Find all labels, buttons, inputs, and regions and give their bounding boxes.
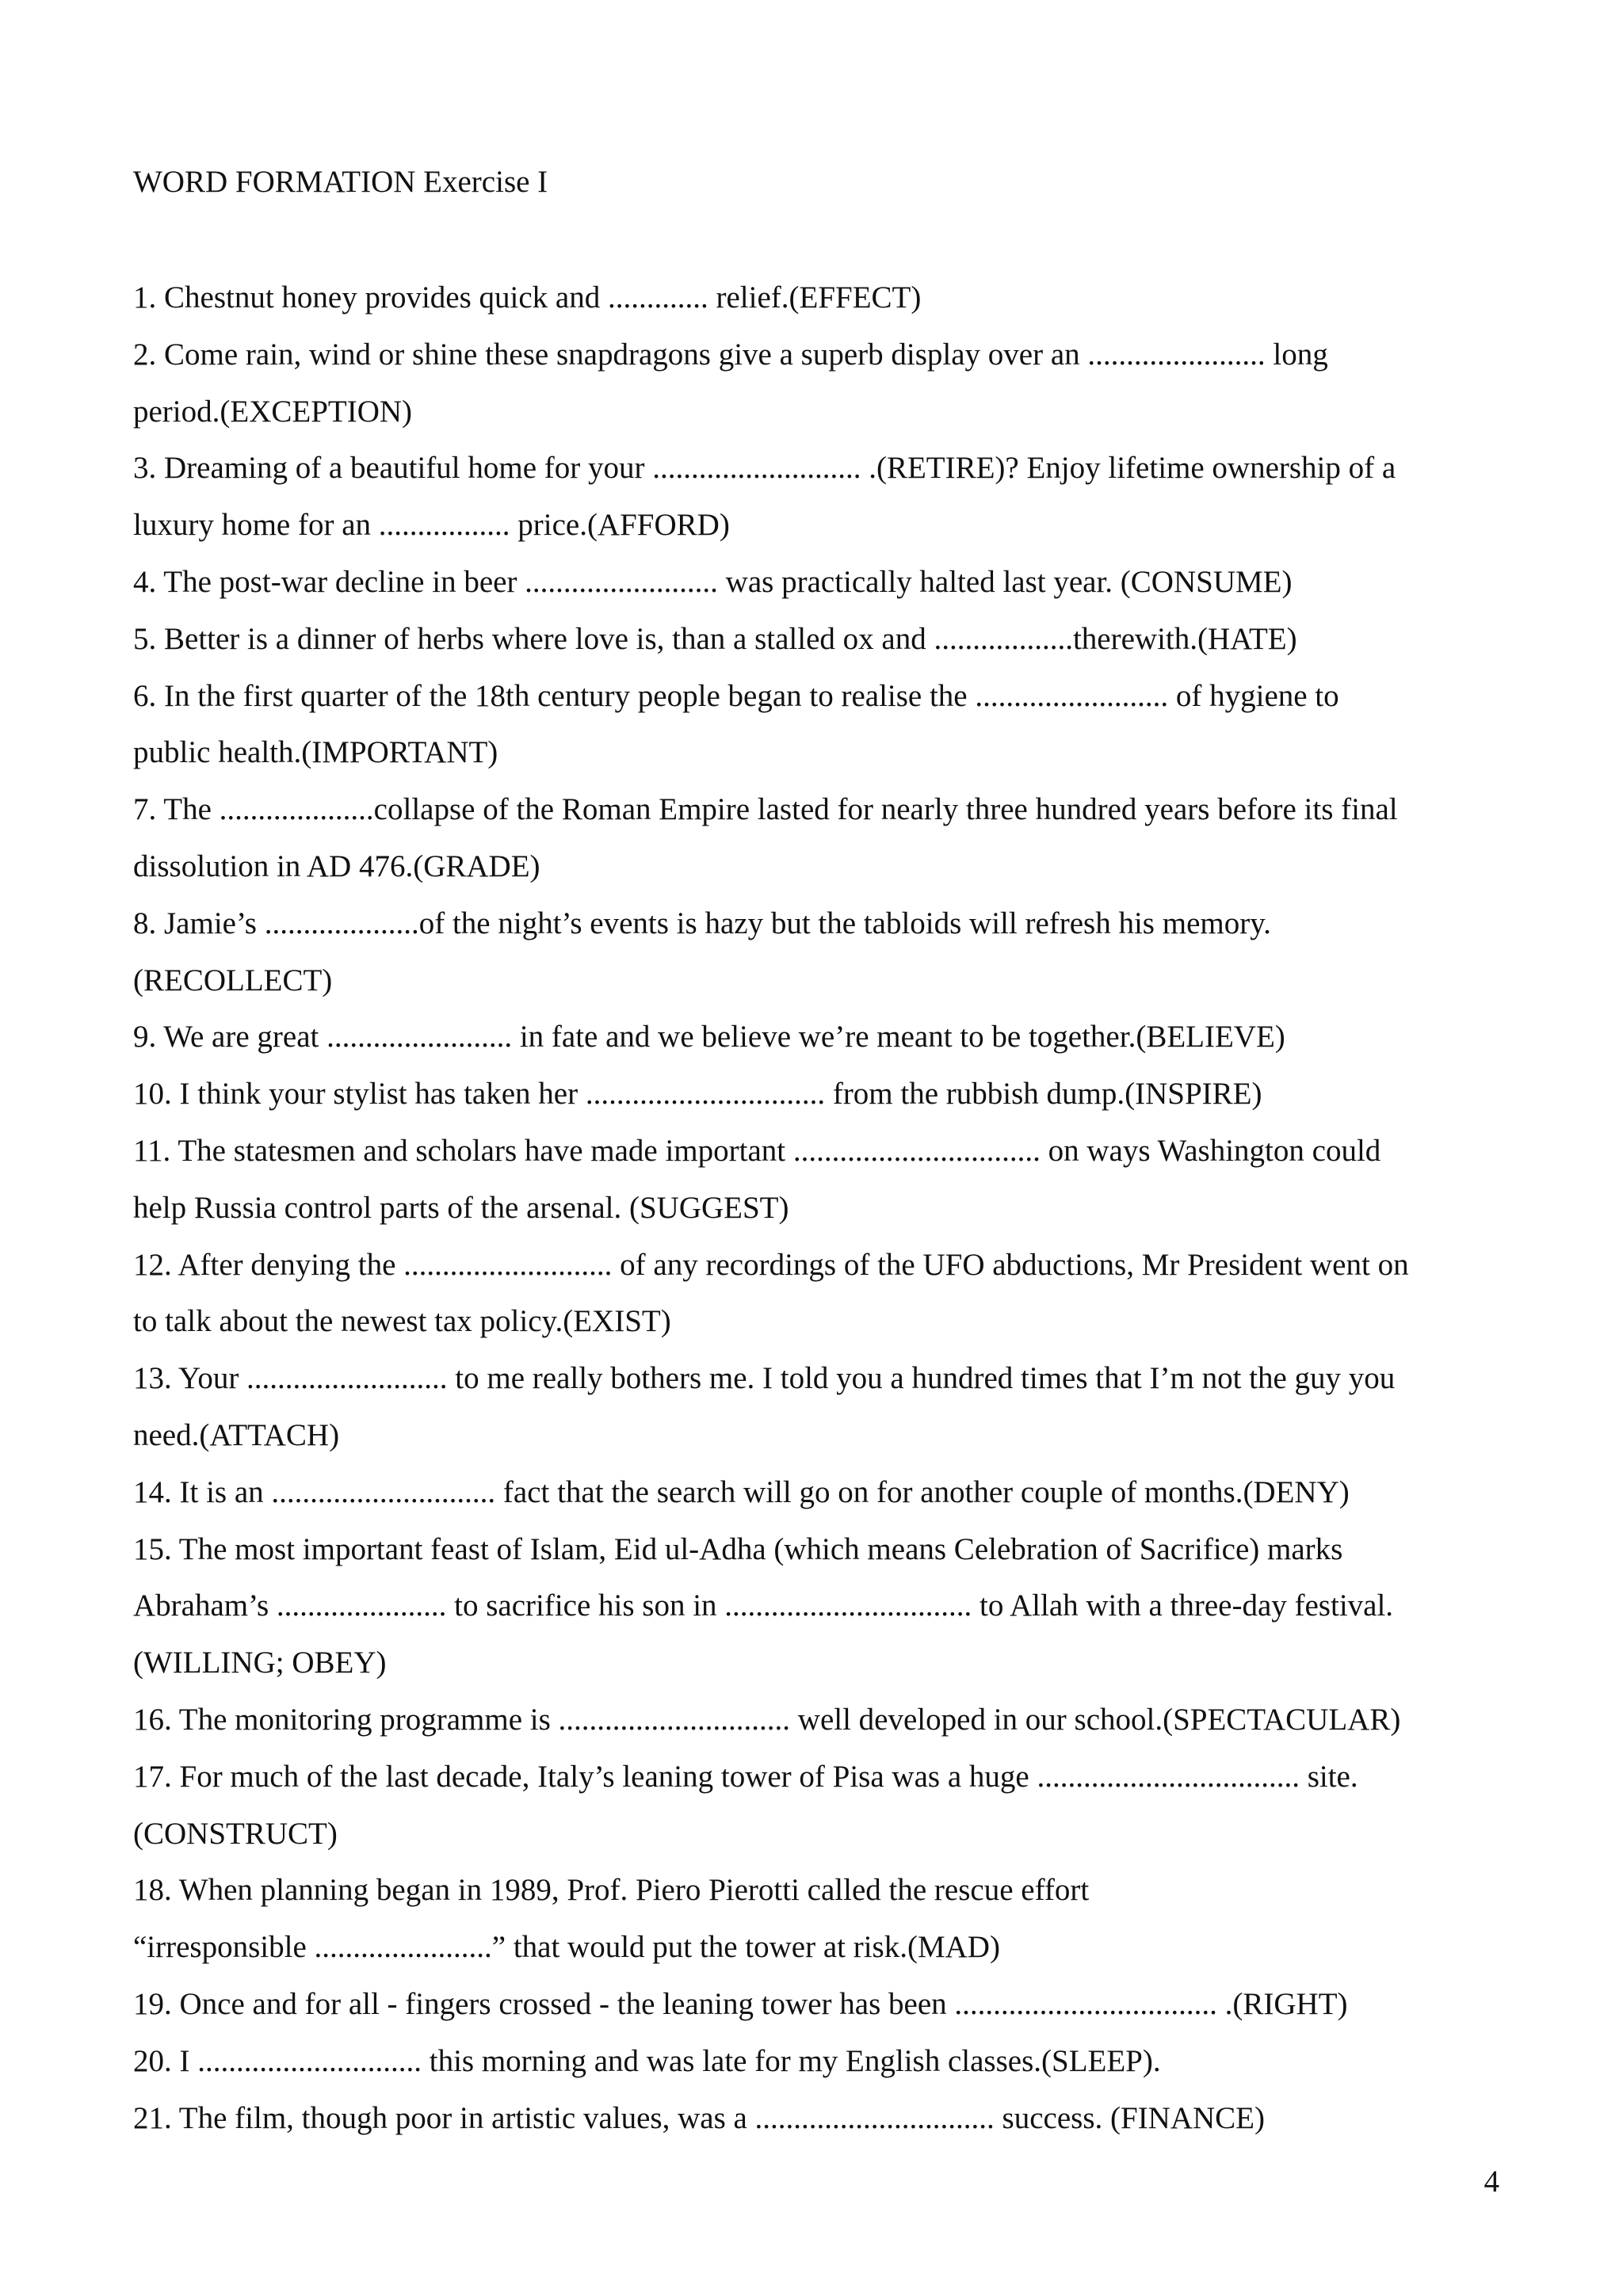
text-line: 17. For much of the last decade, Italy’s leaning tower of Pisa was a huge .................................. site. [133, 1759, 1358, 1794]
exercise-body [133, 269, 1496, 2146]
text-line: 11. The statesmen and scholars have made important ................................ on ways Washington could [133, 1133, 1381, 1168]
text-line: 9. We are great ........................ in fate and we believe we’re meant to be together.(BELIEVE) [133, 1020, 1285, 1055]
text-line: 10. I think your stylist has taken her ............................... from the rubbish dump.(INSPIRE) [133, 1077, 1262, 1112]
text-line: period.(EXCEPTION) [133, 394, 413, 429]
text-line: 18. When planning began in 1989, Prof. Piero Pierotti called the rescue effort [133, 1873, 1090, 1908]
page-number: 4 [1484, 2164, 1499, 2199]
text-line: 21. The film, though poor in artistic values, was a ............................... success. (FINANCE) [133, 2100, 1265, 2135]
text-line: 5. Better is a dinner of herbs where love is, than a stalled ox and ..................therewith.(HATE) [133, 621, 1297, 656]
text-line: 12. After denying the ........................... of any recordings of the UFO abductions, Mr President went on [133, 1247, 1409, 1282]
text-line: to talk about the newest tax policy.(EXIST) [133, 1304, 671, 1339]
text-line: 1. Chestnut honey provides quick and ............. relief.(EFFECT) [133, 280, 922, 315]
text-line: 19. Once and for all - fingers crossed - the leaning tower has been .................................. .(RIGHT) [133, 1986, 1348, 2021]
text-line: luxury home for an ................. price.(AFFORD) [133, 508, 730, 543]
text-line: 13. Your .......................... to me really bothers me. I told you a hundred times that I’m not the guy you [133, 1361, 1396, 1396]
text-line: 8. Jamie’s ....................of the night’s events is hazy but the tabloids will refresh his memory. [133, 906, 1271, 940]
text-line: need.(ATTACH) [133, 1417, 340, 1452]
text-line: (RECOLLECT) [133, 963, 333, 997]
text-line: 6. In the first quarter of the 18th century people began to realise the ......................... of hygiene to [133, 678, 1339, 713]
text-line: 20. I ............................. this morning and was late for my English classes.(SLEEP). [133, 2043, 1161, 2078]
text-line: “irresponsible .......................” that would put the tower at risk.(MAD) [133, 1930, 1000, 1965]
exercise-title: WORD FORMATION Exercise I [133, 165, 548, 199]
text-line: help Russia control parts of the arsenal. (SUGGEST) [133, 1190, 789, 1225]
text-line: 7. The ....................collapse of the Roman Empire lasted for nearly three hundred years before its final [133, 792, 1398, 827]
text-line: (WILLING; OBEY) [133, 1646, 387, 1680]
text-line: 16. The monitoring programme is .............................. well developed in our school.(SPECTACULAR) [133, 1702, 1401, 1737]
text-line: (CONSTRUCT) [133, 1816, 338, 1851]
text-line: 4. The post-war decline in beer ......................... was practically halted last year. (CONSUME) [133, 564, 1293, 599]
text-line: 15. The most important feast of Islam, Eid ul-Adha (which means Celebration of Sacrifice) marks [133, 1531, 1343, 1566]
text-line: dissolution in AD 476.(GRADE) [133, 849, 540, 883]
text-line: 14. It is an ............................. fact that the search will go on for another couple of months.(DENY) [133, 1474, 1350, 1509]
text-line: public health.(IMPORTANT) [133, 735, 498, 770]
text-line: Abraham’s ...................... to sacrifice his son in ................................ to Allah with a three-day festival. [133, 1589, 1394, 1623]
text-line: 3. Dreaming of a beautiful home for your ........................... .(RETIRE)? Enjoy lifetime ownership of a [133, 451, 1396, 486]
text-line: 2. Come rain, wind or shine these snapdragons give a superb display over an ....................... long [133, 337, 1328, 372]
